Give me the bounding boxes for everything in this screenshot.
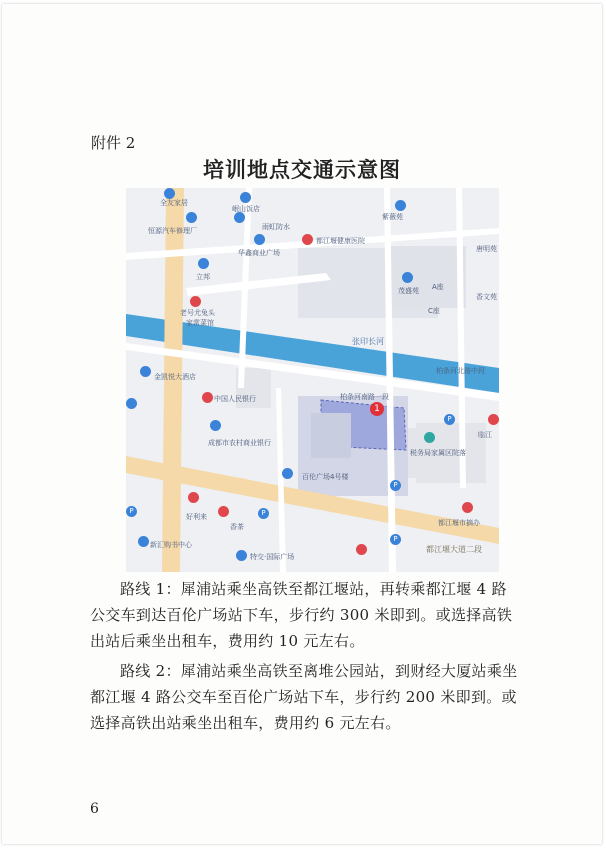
map-label: 老号尤兔头: [180, 309, 215, 317]
map-pin-icon[interactable]: [356, 544, 367, 555]
road-label: 柏条河北路中段: [436, 367, 485, 375]
traffic-map[interactable]: [126, 188, 499, 572]
map-pin-icon[interactable]: [488, 414, 499, 425]
map-pin-icon[interactable]: [126, 398, 137, 409]
map-pin-icon[interactable]: [254, 234, 265, 245]
parking-icon[interactable]: P: [126, 506, 137, 517]
page-title: 培训地点交通示意图: [203, 157, 401, 182]
map-pin-icon[interactable]: [402, 272, 413, 283]
map-pin-icon[interactable]: [236, 550, 247, 561]
map-label: 紫薇苑: [382, 213, 403, 221]
map-label: 岷山饭店: [232, 205, 260, 213]
map-label: 唐明苑: [476, 245, 497, 253]
map-pin-icon[interactable]: [140, 366, 151, 377]
route-1-content: 路线 1：犀浦站乘坐高铁至都江堰站，再转乘都江堰 4 路公交车到达百伦广场站下车，步行约 300 米即到。或选择高铁出站后乘坐出租车，费用约 10 元左右。: [90, 580, 513, 650]
route-2-text: [90, 658, 522, 736]
map-label: 全友家居: [160, 199, 188, 207]
map-pin-icon[interactable]: [188, 492, 199, 503]
map-pin-icon[interactable]: [190, 296, 201, 307]
map-label: 雨虹防水: [262, 223, 290, 231]
destination-marker-icon[interactable]: 1: [370, 402, 384, 416]
route-2-content: 路线 2：犀浦站乘坐高铁至离堆公园站，到财经大厦站乘坐都江堰 4 路公交车至百伦广场站下车，步行约 200 米即到。或选择高铁出站乘坐出租车，费用约 6 元左右。: [90, 662, 518, 732]
route-1-text: [90, 576, 522, 654]
map-label: 家常菜馆: [186, 319, 214, 327]
map-label: 好利来: [186, 513, 207, 521]
river-label: 张印长河: [352, 337, 384, 346]
map-label: C座: [428, 307, 440, 315]
map-label: 香茶: [230, 523, 244, 531]
map-label: 华鑫商业广场: [238, 249, 280, 257]
document-page: [2, 4, 602, 844]
map-label: 金凯悦大酒店: [154, 373, 196, 381]
map-label: 新汇购书中心: [150, 541, 192, 549]
parking-icon[interactable]: P: [390, 480, 401, 491]
map-label: 税务局家属区院落: [410, 449, 466, 457]
map-label: 特交·国际广场: [250, 553, 295, 561]
map-label: 香文苑: [476, 293, 497, 301]
map-pin-icon[interactable]: [198, 258, 209, 269]
parking-icon[interactable]: P: [444, 414, 455, 425]
map-pin-icon[interactable]: [240, 192, 251, 203]
road-label: 柏条河南路一段: [340, 393, 389, 401]
map-label: A座: [432, 283, 444, 291]
road-label: 都江堰大道二段: [426, 545, 482, 554]
map-pin-icon[interactable]: [186, 212, 197, 223]
map-label: 恒源汽车修理厂: [148, 227, 197, 235]
map-label: 成都市农村商业银行: [208, 439, 271, 447]
parking-icon[interactable]: P: [258, 508, 269, 519]
page-number: 6: [90, 801, 99, 817]
map-label: 中国人民银行: [214, 395, 256, 403]
map-pin-icon[interactable]: [218, 506, 229, 517]
map-label: 百伦广场4号楼: [302, 473, 349, 481]
map-pin-icon[interactable]: [462, 502, 473, 513]
map-pin-icon[interactable]: [210, 420, 221, 431]
parking-icon[interactable]: P: [390, 534, 401, 545]
map-pin-icon[interactable]: [424, 432, 435, 443]
map-pin-icon[interactable]: [302, 234, 313, 245]
map-label: 茂盛苑: [398, 287, 419, 295]
map-label: 都江堰市摘办: [438, 519, 480, 527]
attachment-label: 附件 2: [91, 134, 136, 152]
map-pin-icon[interactable]: [282, 468, 293, 479]
map-pin-icon[interactable]: [395, 200, 406, 211]
map-label: 都江堰健康医院: [316, 237, 365, 245]
map-label: 临江: [478, 431, 492, 439]
map-pin-icon[interactable]: [202, 392, 213, 403]
map-label: 立邦: [196, 273, 210, 281]
map-pin-icon[interactable]: [138, 536, 149, 547]
